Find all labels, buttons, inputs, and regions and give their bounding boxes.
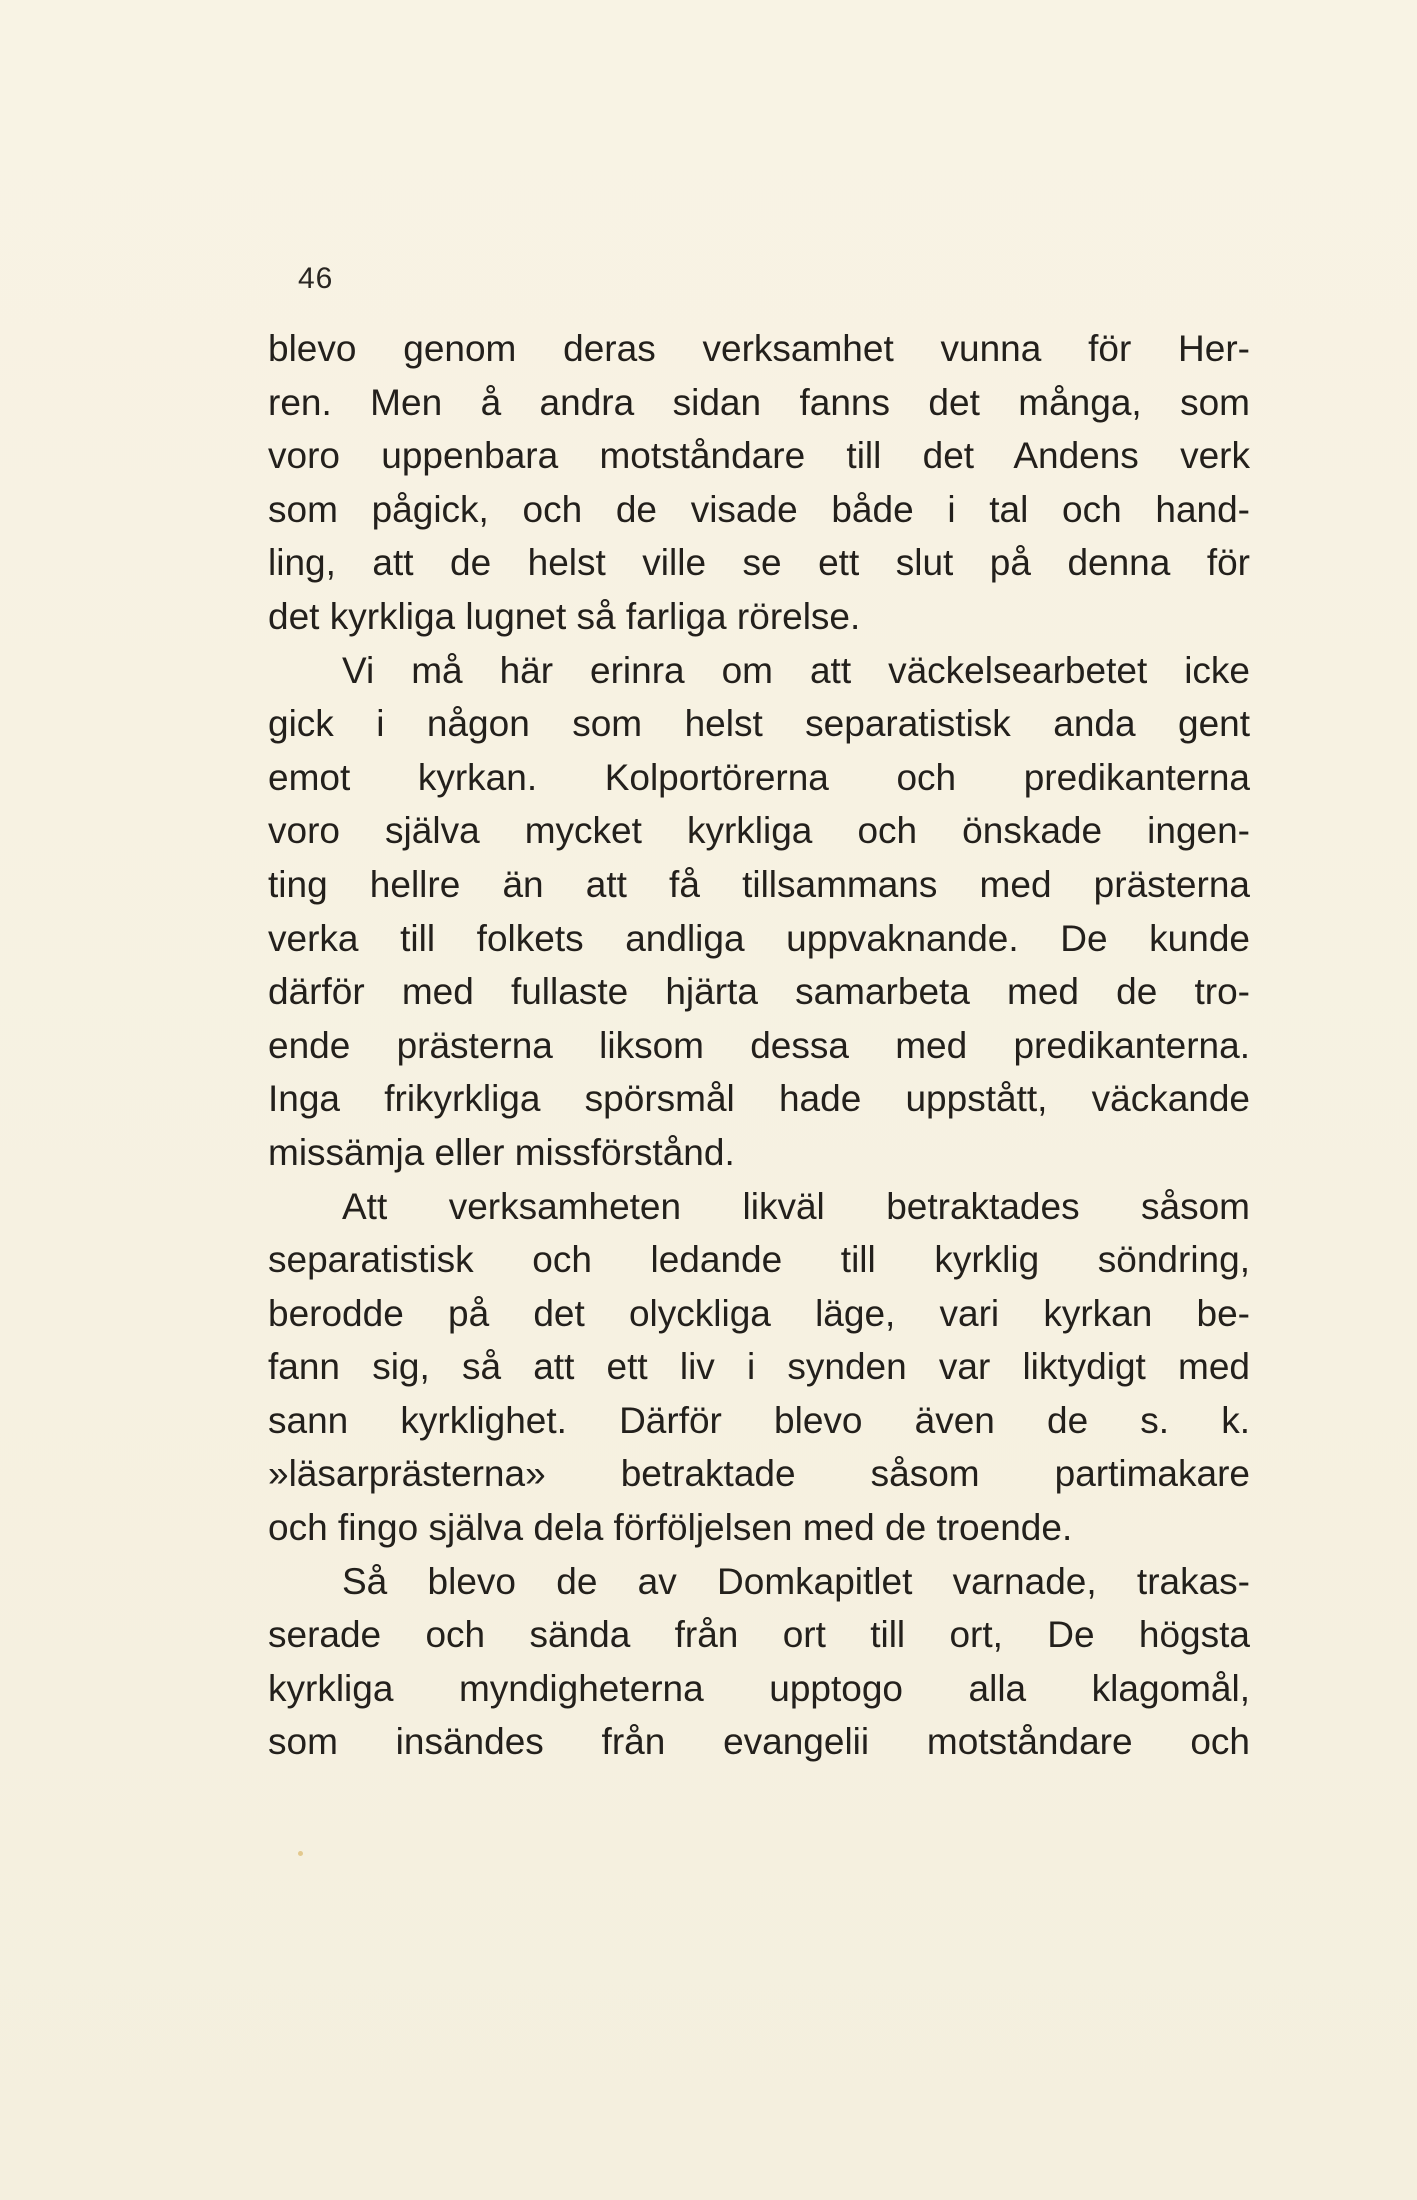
text-line: Inga frikyrkliga spörsmål hade uppstått, väckande [268,1078,1250,1120]
text-line: kyrkliga myndigheterna upptogo alla klagomål, [268,1667,1250,1709]
text-line: Att verksamheten likväl betraktades såsom [342,1185,1250,1227]
text-line: Så blevo de av Domkapitlet varnade, trakas- [342,1560,1250,1602]
text-line: som insändes från evangelii motståndare och [268,1721,1250,1763]
text-line: sann kyrklighet. Därför blevo även de s. k. [268,1399,1250,1441]
text-line: »läsarprästerna» betraktade såsom partimakare [268,1453,1250,1495]
text-line: och fingo själva dela förföljelsen med de troende. [268,1507,1073,1549]
page-number: 46 [298,262,334,295]
text-line: separatistisk och ledande till kyrklig söndring, [268,1239,1250,1281]
paper-speck [298,1851,303,1856]
body-text [268,322,1250,1769]
text-line: fann sig, så att ett liv i synden var liktydigt med [268,1346,1250,1388]
text-line: voro själva mycket kyrkliga och önskade ingen- [268,810,1250,852]
text-line: ling, att de helst ville se ett slut på denna för [268,542,1250,584]
text-line: ting hellre än att få tillsammans med prästerna [268,863,1250,905]
text-line: blevo genom deras verksamhet vunna för Her- [268,328,1250,369]
text-line: ren. Men å andra sidan fanns det många, som [268,381,1250,423]
text-line: voro uppenbara motståndare till det Andens verk [268,435,1250,477]
text-line: emot kyrkan. Kolportörerna och predikanterna [268,756,1250,798]
text-line: gick i någon som helst separatistisk anda gent [268,703,1250,745]
text-line: berodde på det olyckliga läge, vari kyrkan be- [268,1292,1250,1334]
text-line: därför med fullaste hjärta samarbeta med de tro- [268,971,1250,1013]
text-line: Vi må här erinra om att väckelsearbetet icke [342,649,1250,691]
text-line: verka till folkets andliga uppvaknande. De kunde [268,917,1250,959]
text-line: missämja eller missförstånd. [268,1131,735,1173]
text-line: ende prästerna liksom dessa med predikanterna. [268,1024,1250,1066]
text-line: som pågick, och de visade både i tal och hand- [268,488,1250,530]
text-line: serade och sända från ort till ort, De högsta [268,1614,1250,1656]
text-line: det kyrkliga lugnet så farliga rörelse. [268,595,861,637]
